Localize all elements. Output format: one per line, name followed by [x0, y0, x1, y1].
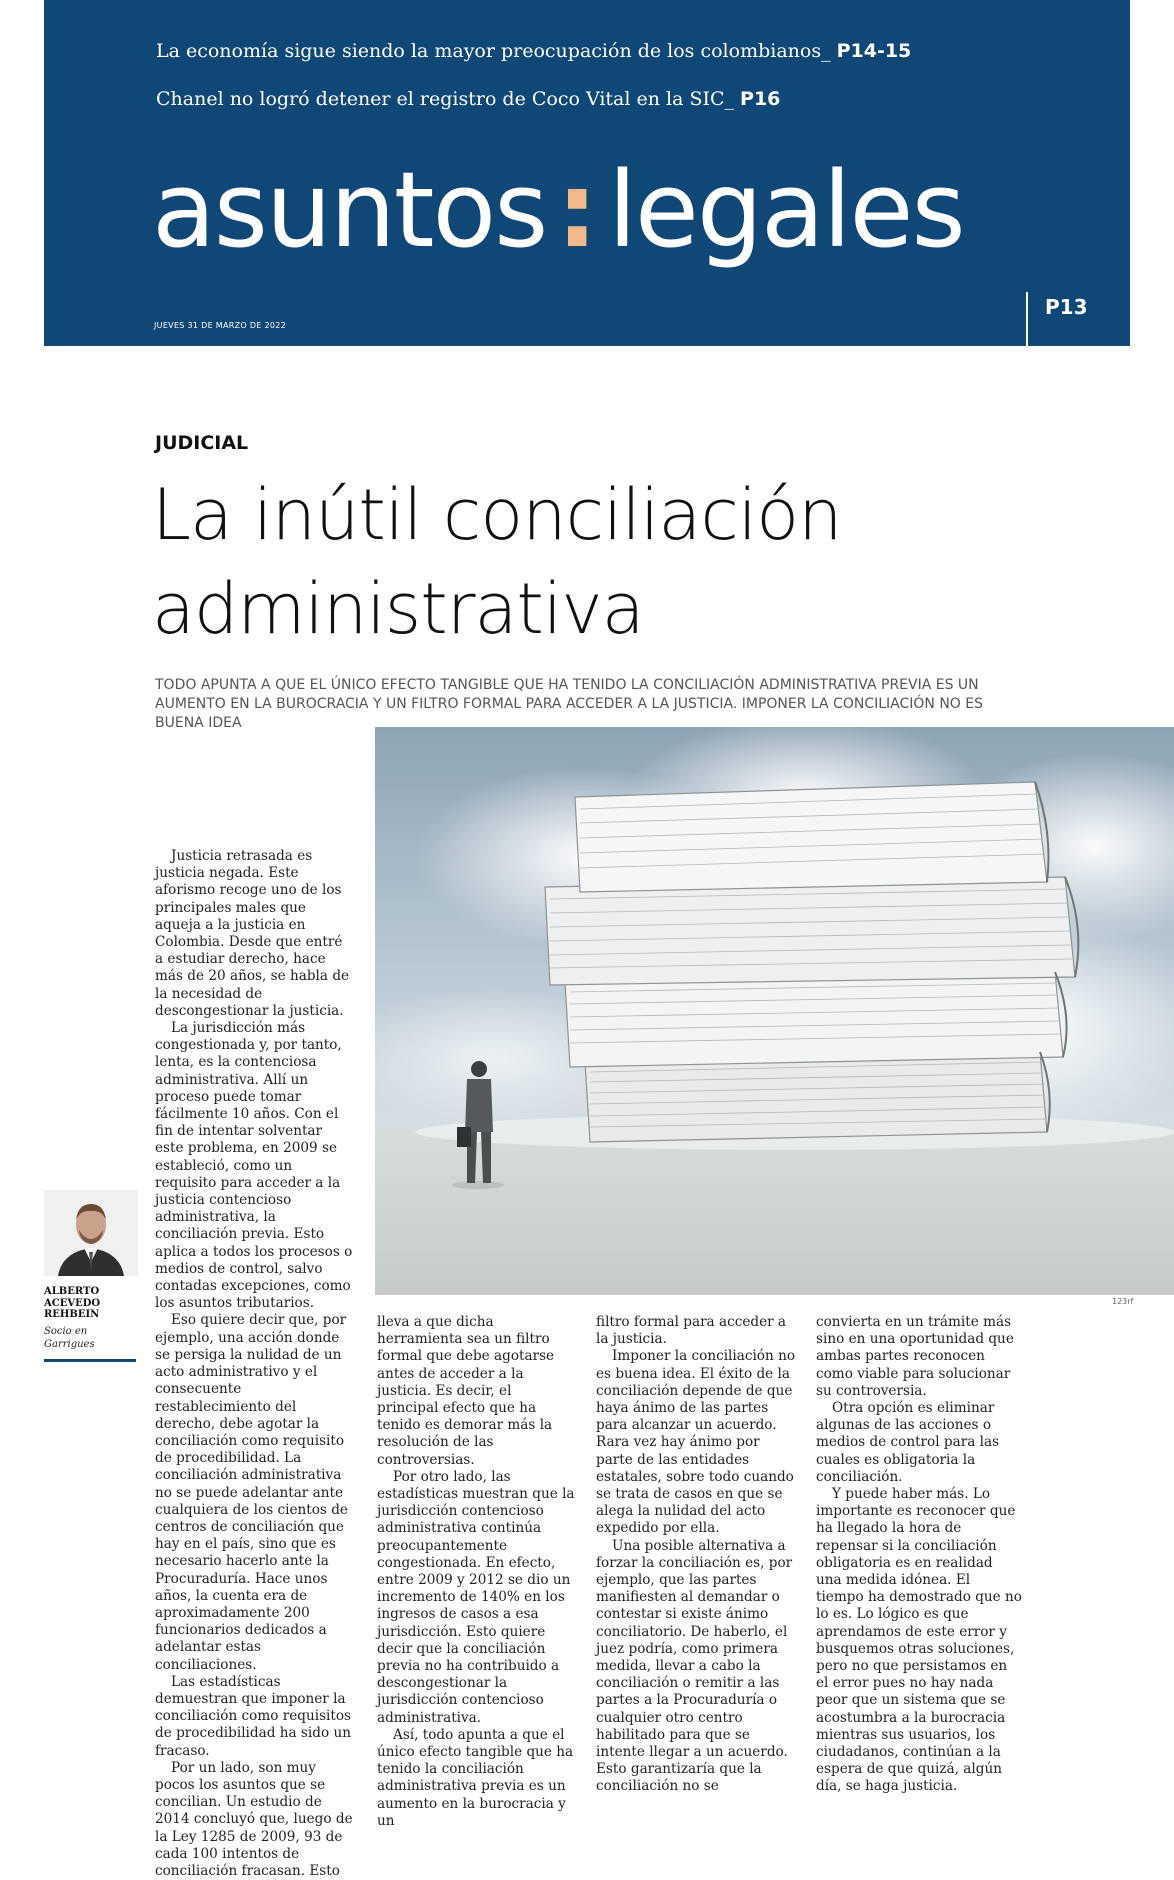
paragraph: La jurisdicción más congestionada y, por tanto, lenta, es la contenciosa administrativa. Allí un proceso puede tomar fácilmente 10 años. Con el fin de intentar solventar este problema, en 2009 se estableció, como un requisito para acceder a la justicia contencioso administrativa, la conciliación previa. Esto aplica a todos los procesos o medios de control, salvo contadas excepciones, como los asuntos tributarios. [155, 1020, 353, 1312]
brand-right: legales [607, 149, 964, 271]
teaser-text: Chanel no logró detener el registro de Coco Vital en la SIC_ [156, 88, 735, 110]
author-name-line: REHBEIN [44, 1309, 100, 1320]
paragraph: Y puede haber más. Lo importante es reconocer que ha llegado la hora de repensar si la conciliación obligatoria es en realidad una medida idónea. El tiempo ha demostrado que no lo es. Lo lógico es que aprendamos de este error y busquemos otras soluciones, pero no que persistamos en el error pues no hay nada peor que un sistema que se acostumbra a la burocracia mientras sus usuarios, los ciudadanos, continúan a la espera de que quizá, algún día, se haga justicia. [816, 1486, 1022, 1795]
section-label: JUDICIAL [155, 432, 249, 454]
brand-colon: : [556, 149, 596, 271]
headline [152, 468, 1052, 656]
paragraph: Las estadísticas demuestran que imponer la conciliación como requisitos de procedibilidad ha sido un fracaso. [155, 1673, 352, 1759]
author-role-line: Socio en [44, 1326, 88, 1337]
teaser-page: P16 [740, 88, 781, 110]
paragraph: lleva a que dicha herramienta sea un filtro formal que debe agotarse antes de acceder a la justicia. Es decir, el principal efecto que ha tenido es demorar más la resolución de las controversias. [377, 1314, 555, 1468]
paragraph: Una posible alternativa a forzar la conciliación es, por ejemplo, que las partes manifiesten al demandar o contestar si existe ánimo conciliatorio. De haberlo, el juez podría, como primera medida, llevar a cabo la conciliación o remitir a las partes a la Procuraduría o cualquier otro centro habilitado para que se intente llegar a un acuerdo. Esto garantizaría que la conciliación no se [596, 1537, 793, 1795]
author-name-line: ACEVEDO [44, 1297, 101, 1309]
paragraph: convierta en un trámite más sino en una oportunidad que ambas partes reconocen como viable para solucionar su controversia. [816, 1314, 1014, 1399]
paragraph: Eso quiere decir que, por ejemplo, una acción donde se persiga la nulidad de un acto administrativo y el consecuente restablecimiento del derecho, debe agotar la conciliación como requisito de procedibilidad. La conciliación administrativa no se puede adelantar ante cualquiera de los cientos de centros de conciliación que hay en el país, sino que es necesario hacerlo ante la Procuraduría. Hace unos años, la cuenta era de aproximadamente 200 funcionarios dedicados a adelantar estas conciliaciones. [155, 1312, 348, 1673]
teaser-page: P14-15 [836, 40, 912, 62]
brand-logo [152, 150, 964, 270]
page-number: P13 [1045, 295, 1088, 319]
brand-left: asuntos [152, 149, 547, 271]
author-name [44, 1286, 134, 1321]
article-column-4 [816, 1314, 1022, 1796]
paragraph: Imponer la conciliación no es buena idea. El éxito de la conciliación depende de que haya ánimo de las partes para alcanzar un acuerdo. Rara vez hay ánimo por parte de las entidades estatales, sobre todo cuando se trata de casos en que se alega la nulidad del acto expedido por ella. [596, 1348, 796, 1537]
author-name-line: ALBERTO [44, 1286, 100, 1297]
teaser-economia[interactable] [156, 40, 911, 62]
photo-credit: 123rf [1112, 1297, 1134, 1306]
paper-stack-illustration [375, 727, 1174, 1295]
paragraph: Por otro lado, las estadísticas muestran que la jurisdicción contencioso administrativa continúa preocupantemente congestionada. En efecto, entre 2009 y 2012 se dio un incremento de 140% en los ingresos de casos a esa jurisdicción. Esto quiere decir que la conciliación previa no ha contribuido a descongestionar la jurisdicción contencioso administrativa. [377, 1468, 575, 1726]
article-column-3 [596, 1314, 797, 1796]
article-column-1 [155, 848, 353, 1880]
paragraph: Por un lado, son muy pocos los asuntos que se concilian. Un estudio de 2014 concluyó que, luego de la Ley 1285 de 2009, 93 de cada 100 intentos de conciliación fracasan. Esto [155, 1759, 353, 1879]
paragraph: filtro formal para acceder a la justicia. [596, 1314, 787, 1348]
article-photo [375, 727, 1174, 1295]
article-column-2 [377, 1314, 576, 1830]
page-number-box [1026, 292, 1132, 346]
teaser-chanel[interactable] [156, 88, 780, 110]
deck: TODO APUNTA A QUE EL ÚNICO EFECTO TANGIBLE QUE HA TENIDO LA CONCILIACIÓN ADMINISTRATIVA PREVIA ES UN AUMENTO EN LA BUROCRACIA Y UN FILTRO FORMAL PARA ACCEDER A LA JUSTICIA. IMPONER LA CONCILIACIÓN NO ES BUENA IDEA [155, 677, 984, 731]
paragraph: Así, todo apunta a que el único efecto tangible que ha tenido la conciliación administrativa previa es un aumento en la burocracia y un [377, 1726, 574, 1829]
headline-line2: administrativa [152, 568, 644, 650]
issue-date: JUEVES 31 DE MARZO DE 2022 [154, 321, 287, 330]
author-role [44, 1325, 134, 1351]
paragraph: Justicia retrasada es justicia negada. Este aforismo recoge uno de los principales males que aqueja a la justicia en Colombia. Desde que entré a estudiar derecho, hace más de 20 años, se habla de la necesidad de descongestionar la justicia. [155, 848, 350, 1019]
author-role-line: Garrigues [44, 1339, 95, 1350]
masthead [44, 0, 1130, 346]
headline-line1: La inútil conciliación [152, 474, 842, 556]
author-divider [44, 1359, 136, 1362]
paragraph: Otra opción es eliminar algunas de las acciones o medios de control para las cuales es obligatoria la conciliación. [816, 1400, 1000, 1485]
teaser-text: La economía sigue siendo la mayor preocupación de los colombianos_ [156, 40, 831, 62]
author-avatar [44, 1190, 138, 1276]
